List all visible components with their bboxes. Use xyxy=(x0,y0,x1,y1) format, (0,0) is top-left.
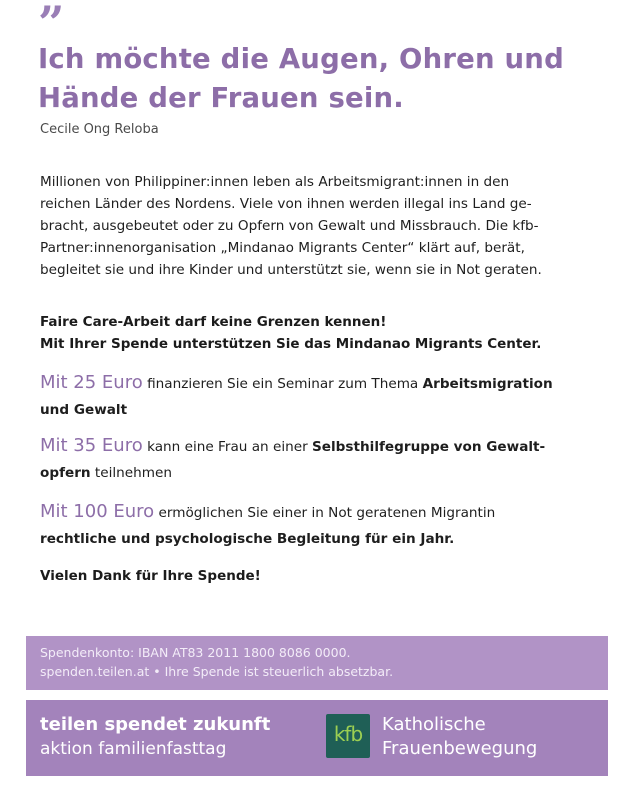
tier-highlight: und Gewalt xyxy=(40,402,128,418)
tier-text: kann eine Frau an einer xyxy=(142,439,313,455)
tier-amount: Mit 25 Euro xyxy=(40,372,143,393)
tier-text: finanzieren Sie ein Seminar zum Thema xyxy=(142,376,423,392)
tier-line xyxy=(40,460,600,486)
tier-highlight: opfern xyxy=(40,465,91,481)
body-line: bracht, ausgebeutet oder zu Opfern von Gewalt und Missbrauch. Die kfb- xyxy=(40,218,539,234)
body-line: Millionen von Philippiner:innen leben als Arbeitsmigrant:innen in den xyxy=(40,174,510,190)
campaign-brand xyxy=(40,713,270,761)
kfb-logo xyxy=(326,714,370,758)
brand-slogan: teilen spendet zukunft xyxy=(40,714,271,735)
headline xyxy=(38,40,598,118)
headline-line-2: Hände der Frauen sein. xyxy=(38,82,404,114)
tier-line xyxy=(40,397,600,423)
quote-mark: ” xyxy=(38,0,65,50)
tier-line xyxy=(40,433,600,460)
slogan-line-1: Faire Care-Arbeit darf keine Grenzen kennen! xyxy=(40,314,387,330)
body-line: reichen Länder des Nordens. Viele von ihnen werden illegal ins Land ge- xyxy=(40,196,532,212)
tier-highlight: Selbsthilfegruppe von Gewalt- xyxy=(312,439,546,455)
bank-iban: Spendenkonto: IBAN AT83 2011 1800 8086 0000. xyxy=(40,645,351,660)
tier-line xyxy=(40,499,600,526)
body-paragraph xyxy=(40,171,600,281)
org-name-line-1: Katholische xyxy=(382,714,486,735)
donation-tier-100 xyxy=(40,499,600,552)
tier-line xyxy=(40,370,600,397)
bank-account-bar xyxy=(26,636,608,690)
thank-you-text: Vielen Dank für Ihre Spende! xyxy=(40,568,261,584)
body-line: begleitet sie und ihre Kinder und unterstützt sie, wenn sie in Not geraten. xyxy=(40,262,542,278)
footer-bar xyxy=(26,700,608,776)
tier-amount: Mit 100 Euro xyxy=(40,501,155,522)
tier-highlight: Arbeitsmigration xyxy=(422,376,553,392)
donation-tier-35 xyxy=(40,433,600,486)
body-line: Partner:innenorganisation „Mindanao Migrants Center“ klärt auf, berät, xyxy=(40,240,525,256)
tier-amount: Mit 35 Euro xyxy=(40,435,143,456)
slogan-line-2: Mit Ihrer Spende unterstützen Sie das Mindanao Migrants Center. xyxy=(40,336,542,352)
org-name-line-2: Frauenbewegung xyxy=(382,738,538,759)
brand-campaign: aktion familienfasttag xyxy=(40,739,227,759)
organization-name xyxy=(382,713,537,761)
tier-highlight: rechtliche und psychologische Begleitung für ein Jahr. xyxy=(40,531,455,547)
tier-text: teilnehmen xyxy=(90,465,172,481)
quote-author: Cecile Ong Reloba xyxy=(40,122,159,137)
donation-website-link[interactable]: spenden.teilen.at • Ihre Spende ist steuerlich absetzbar. xyxy=(40,664,394,679)
tier-text: ermöglichen Sie einer in Not geratenen Migrantin xyxy=(154,505,496,521)
tier-line xyxy=(40,526,600,552)
slogan xyxy=(40,311,600,355)
kfb-logo-text: kfb xyxy=(333,722,363,746)
donation-tier-25 xyxy=(40,370,600,423)
headline-line-1: Ich möchte die Augen, Ohren und xyxy=(38,43,564,75)
